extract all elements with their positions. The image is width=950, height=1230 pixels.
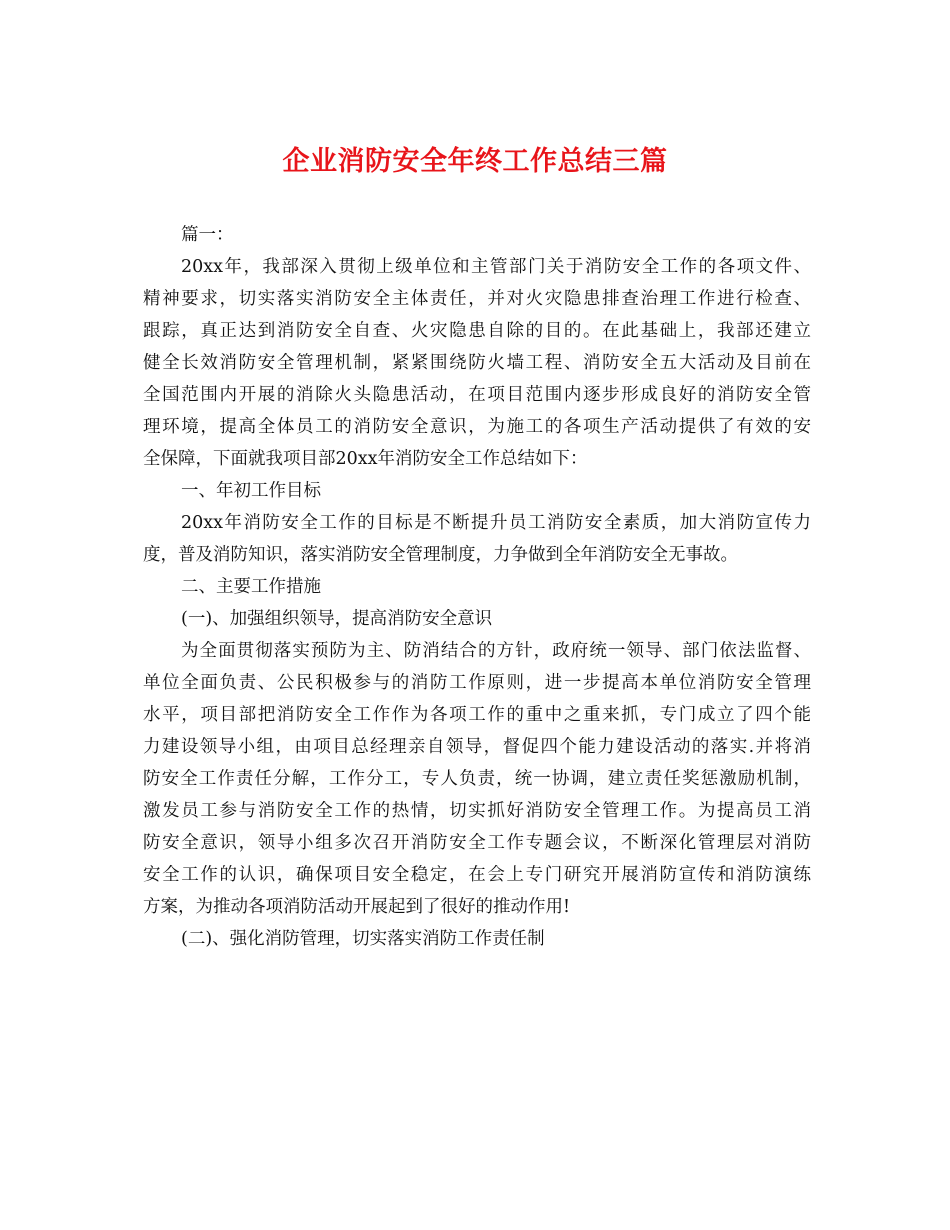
paragraph-line: 防安全意识，领导小组多次召开消防安全工作专题会议，不断深化管理层对消防 (143, 833, 811, 853)
paragraph-line: 健全长效消防安全管理机制，紧紧围绕防火墙工程、消防安全五大活动及目前在 (143, 353, 811, 373)
paragraph-line: 跟踪，真正达到消防安全自查、火灾隐患自除的目的。在此基础上，我部还建立 (143, 321, 811, 341)
paragraph-line: 20xx年消防安全工作的目标是不断提升员工消防安全素质，加大消防宣传力 (181, 513, 811, 533)
paragraph-line: 单位全面负责、公民积极参与的消防工作原则，进一步提高本单位消防安全管理 (143, 673, 811, 693)
section-heading: 二、主要工作措施 (181, 577, 321, 597)
paragraph-line: 20xx年，我部深入贯彻上级单位和主管部门关于消防安全工作的各项文件、 (181, 257, 811, 277)
paragraph-line: 安全工作的认识，确保项目安全稳定，在会上专门研究开展消防宣传和消防演练 (143, 865, 811, 885)
section-heading: 一、年初工作目标 (181, 481, 321, 501)
paragraph-line: 防安全工作责任分解，工作分工，专人负责，统一协调，建立责任奖惩激励机制， (143, 769, 811, 789)
paragraph-line: 水平，项目部把消防安全工作作为各项工作的重中之重来抓，专门成立了四个能 (143, 705, 811, 725)
paragraph-line: 全国范围内开展的消除火头隐患活动，在项目范围内逐步形成良好的消防安全管 (143, 385, 811, 405)
paragraph-line: 精神要求，切实落实消防安全主体责任，并对火灾隐患排查治理工作进行检查、 (143, 289, 811, 309)
paragraph-line: 方案，为推动各项消防活动开展起到了很好的推动作用! (143, 897, 571, 917)
paragraph-line: 为全面贯彻落实预防为主、防消结合的方针，政府统一领导、部门依法监督、 (181, 641, 811, 661)
paragraph-line: 全保障，下面就我项目部20xx年消防安全工作总结如下： (143, 449, 588, 469)
section-heading: 篇一： (181, 225, 234, 245)
subsection-heading: (二)、强化消防管理，切实落实消防工作责任制 (181, 929, 545, 949)
subsection-heading: (一)、加强组织领导，提高消防安全意识 (181, 609, 493, 629)
paragraph-line: 度，普及消防知识，落实消防安全管理制度，力争做到全年消防安全无事故。 (143, 545, 738, 565)
paragraph-line: 力建设领导小组，由项目总经理亲自领导，督促四个能力建设活动的落实.并将消 (143, 737, 811, 757)
paragraph-line: 理环境，提高全体员工的消防安全意识，为施工的各项生产活动提供了有效的安 (143, 417, 811, 437)
document-body (143, 219, 811, 955)
paragraph-line: 激发员工参与消防安全工作的热情，切实抓好消防安全管理工作。为提高员工消 (143, 801, 811, 821)
document-title: 企业消防安全年终工作总结三篇 (282, 146, 668, 177)
